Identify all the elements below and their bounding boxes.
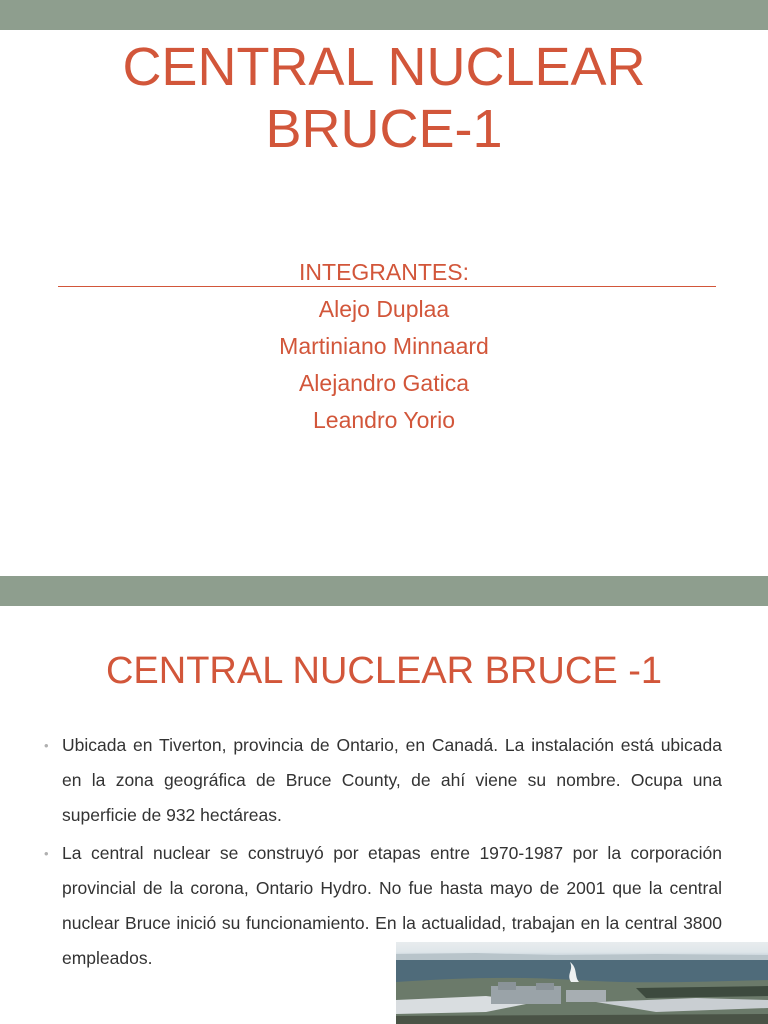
members-list xyxy=(0,254,768,439)
member-name: Martiniano Minnaard xyxy=(279,333,489,359)
title-slide xyxy=(0,30,768,576)
title-line-2: BRUCE-1 xyxy=(265,99,503,159)
bullet-dot-icon: • xyxy=(44,738,49,753)
bullet-text: La central nuclear se construyó por etapas entre 1970-1987 por la corporación provincial de la corona, Ontario Hydro. No fue hasta mayo de 2001 que la central nuclear Bruce inició su funcionamiento. En la actualidad, trabajan en la central 3800 empleados. xyxy=(62,843,722,968)
members-heading: INTEGRANTES: xyxy=(299,259,469,285)
slide-title: CENTRAL NUCLEAR BRUCE -1 xyxy=(105,650,663,692)
power-plant-photo xyxy=(396,942,768,1024)
slide-separator-top xyxy=(0,0,768,30)
bullet-item xyxy=(40,728,722,833)
content-slide xyxy=(0,606,768,1024)
slide-separator xyxy=(0,576,768,606)
presentation-title xyxy=(0,36,768,160)
member-name: Leandro Yorio xyxy=(313,407,455,433)
member-name: Alejandro Gatica xyxy=(298,370,470,396)
member-name: Alejo Duplaa xyxy=(318,296,450,322)
title-line-1: CENTRAL NUCLEAR xyxy=(122,37,646,97)
power-plant-aerial-image xyxy=(396,942,768,1024)
bullet-text: Ubicada en Tiverton, provincia de Ontario, en Canadá. La instalación está ubicada en la zona geográfica de Bruce County, de ahí viene su nombre. Ocupa una superficie de 932 hectáreas. xyxy=(62,735,722,825)
bullet-dot-icon: • xyxy=(44,846,49,861)
